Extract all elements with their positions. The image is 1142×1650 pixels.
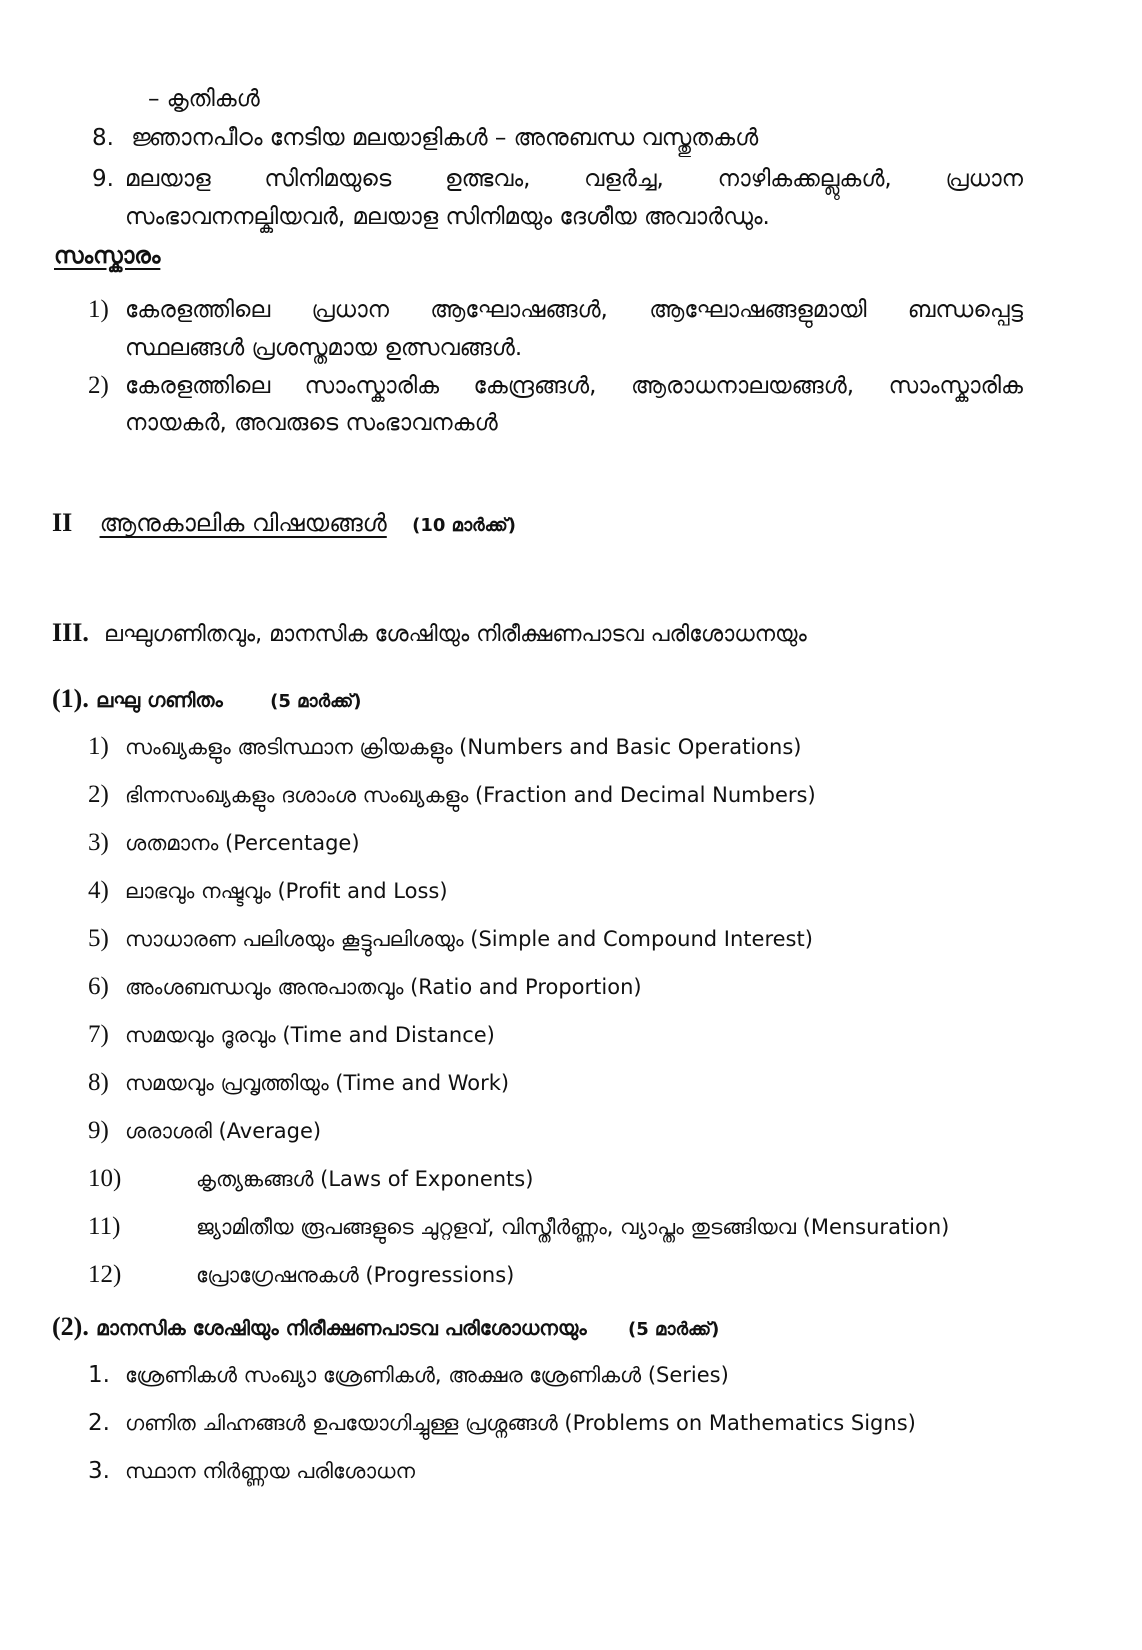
item-number: 3. <box>88 1458 110 1484</box>
list-item <box>88 1360 110 1390</box>
item-text: ശ്രേണികൾ സംഖ്യാ ശ്രേണികൾ, അക്ഷര ശ്രേണികൾ (Series) <box>125 1363 729 1387</box>
section-title: ആനുകാലിക വിഷയങ്ങൾ <box>99 509 387 537</box>
item-8 <box>92 123 758 153</box>
samskaram-item-2-line-2: നായകർ, അവരുടെ സംഭാവനകൾ <box>125 410 498 436</box>
marks-label: (5 മാർക്ക്) <box>628 1319 720 1340</box>
list-item <box>88 1260 121 1290</box>
item-text: അംശബന്ധവും അനുപാതവും (Ratio and Proportion) <box>125 975 642 999</box>
works-line: – കൃതികൾ <box>148 86 260 112</box>
list-item <box>88 1456 110 1486</box>
word: വളർച്ച, <box>584 166 664 192</box>
section-numeral: II <box>52 508 73 537</box>
item-number: 4) <box>88 877 109 904</box>
item-number: 3) <box>88 829 109 856</box>
item-text: കൃത്യങ്കങ്ങൾ (Laws of Exponents) <box>196 1167 534 1191</box>
list-item <box>88 1164 121 1194</box>
subsection-title: മാനസിക ശേഷിയും നിരീക്ഷണപാടവ പരിശോധനയും <box>96 1316 587 1340</box>
section-numeral: III. <box>52 618 89 647</box>
list-item <box>88 732 109 762</box>
subsection-title: ലഘു ഗണിതം <box>96 688 223 712</box>
marks-label: (5 മാർക്ക്) <box>270 691 362 712</box>
section-3-heading <box>52 618 807 650</box>
word: കേന്ദ്രങ്ങൾ, <box>473 373 597 399</box>
section-2-heading <box>52 508 516 541</box>
item-text: ഭിന്നസംഖ്യകളും ദശാംശ സംഖ്യകളും (Fraction and Decimal Numbers) <box>125 783 816 807</box>
section-title: ലഘുഗണിതവും, മാനസിക ശേഷിയും നിരീക്ഷണപാടവ പരിശോധനയും <box>104 622 807 647</box>
item-9 <box>92 164 114 194</box>
word: ബന്ധപ്പെട്ട <box>907 297 1023 323</box>
word: ഉത്ഭവം, <box>445 166 531 192</box>
item-number: 2. <box>88 1410 110 1436</box>
item-text: ശരാശരി (Average) <box>125 1119 322 1143</box>
list-item <box>88 1408 110 1438</box>
list-item <box>88 924 109 954</box>
list-item <box>88 1116 109 1146</box>
item-text: സമയവും പ്രവൃത്തിയും (Time and Work) <box>125 1071 510 1095</box>
word: ആഘോഷങ്ങൾ, <box>430 297 608 323</box>
item-text: സ്ഥാന നിർണ്ണയ പരിശോധന <box>125 1459 415 1483</box>
subsection-label: (2). <box>52 1312 89 1341</box>
samskaram-item-2 <box>88 371 109 401</box>
item-number: 5) <box>88 925 109 952</box>
word: സാംസ്കാരിക <box>888 373 1023 399</box>
item-text: പ്രോഗ്രേഷനുകൾ (Progressions) <box>196 1263 515 1287</box>
word: കേരളത്തിലെ <box>125 297 271 323</box>
item-text: ജ്ഞാനപീഠം നേടിയ മലയാളികൾ – അനുബന്ധ വസ്തുതകൾ <box>131 125 759 151</box>
word: പ്രധാന <box>945 166 1023 192</box>
item-number: 12) <box>88 1261 122 1288</box>
list-item <box>88 876 109 906</box>
list-item <box>88 1068 109 1098</box>
item-number: 1) <box>88 296 109 323</box>
samskaram-item-2-line-1 <box>125 371 1023 401</box>
samskaram-item-1-line-1 <box>125 295 1023 325</box>
word: ആരാധനാലയങ്ങൾ, <box>630 373 855 399</box>
item-number: 2) <box>88 781 109 808</box>
item-number: 1. <box>88 1362 110 1388</box>
list-item <box>88 1212 120 1242</box>
item-number: 7) <box>88 1021 109 1048</box>
word: പ്രധാന <box>311 297 389 323</box>
word: നാഴികക്കല്ലുകൾ, <box>717 166 892 192</box>
item-text: ജ്യാമിതീയ രൂപങ്ങളുടെ ചുറ്റളവ്, വിസ്തീർണ്ണം, വ്യാപ്തം തുടങ്ങിയവ (Mensuration) <box>196 1215 950 1239</box>
word: സിനിമയുടെ <box>264 166 392 192</box>
item-text: സാധാരണ പലിശയും കൂട്ടുപലിശയും (Simple and Compound Interest) <box>125 927 813 951</box>
item-9-line-1 <box>125 164 1023 194</box>
samskaram-item-1 <box>88 295 109 325</box>
list-item <box>88 1020 109 1050</box>
item-text: ലാഭവും നഷ്ടവും (Profit and Loss) <box>125 879 448 903</box>
word: കേരളത്തിലെ <box>125 373 271 399</box>
samskaram-item-1-line-2: സ്ഥലങ്ങൾ പ്രശസ്തമായ ഉത്സവങ്ങൾ. <box>125 335 523 361</box>
list-item <box>88 972 109 1002</box>
subsection-1-heading <box>52 684 361 717</box>
subsection-2-heading <box>52 1312 719 1345</box>
item-number: 2) <box>88 372 109 399</box>
subsection-label: (1). <box>52 684 89 713</box>
item-number: 1) <box>88 733 109 760</box>
word: മലയാള <box>125 166 211 192</box>
item-number: 8) <box>88 1069 109 1096</box>
item-number: 9. <box>92 166 114 192</box>
item-number: 11) <box>88 1213 121 1240</box>
item-text: സംഖ്യകളും അടിസ്ഥാന ക്രിയകളും (Numbers and Basic Operations) <box>125 735 802 759</box>
item-9-line-2: സംഭാവനനല്കിയവർ, മലയാള സിനിമയും ദേശീയ അവാർഡും. <box>125 204 770 230</box>
list-item <box>88 780 109 810</box>
item-text: ശതമാനം (Percentage) <box>125 831 360 855</box>
word: ആഘോഷങ്ങളുമായി <box>649 297 867 323</box>
item-number: 8. <box>92 125 114 151</box>
item-number: 10) <box>88 1165 122 1192</box>
word: സാംസ്കാരിക <box>304 373 440 399</box>
item-text: ഗണിത ചിഹ്നങ്ങൾ ഉപയോഗിച്ചുള്ള പ്രശ്നങ്ങൾ (Problems on Mathematics Signs) <box>125 1411 916 1435</box>
list-item <box>88 828 109 858</box>
section-heading-samskaram: സംസ്കാരം <box>54 243 161 269</box>
item-text: സമയവും ദൂരവും (Time and Distance) <box>125 1023 495 1047</box>
item-number: 9) <box>88 1117 109 1144</box>
item-number: 6) <box>88 973 109 1000</box>
marks-label: (10 മാർക്ക്) <box>412 515 516 536</box>
